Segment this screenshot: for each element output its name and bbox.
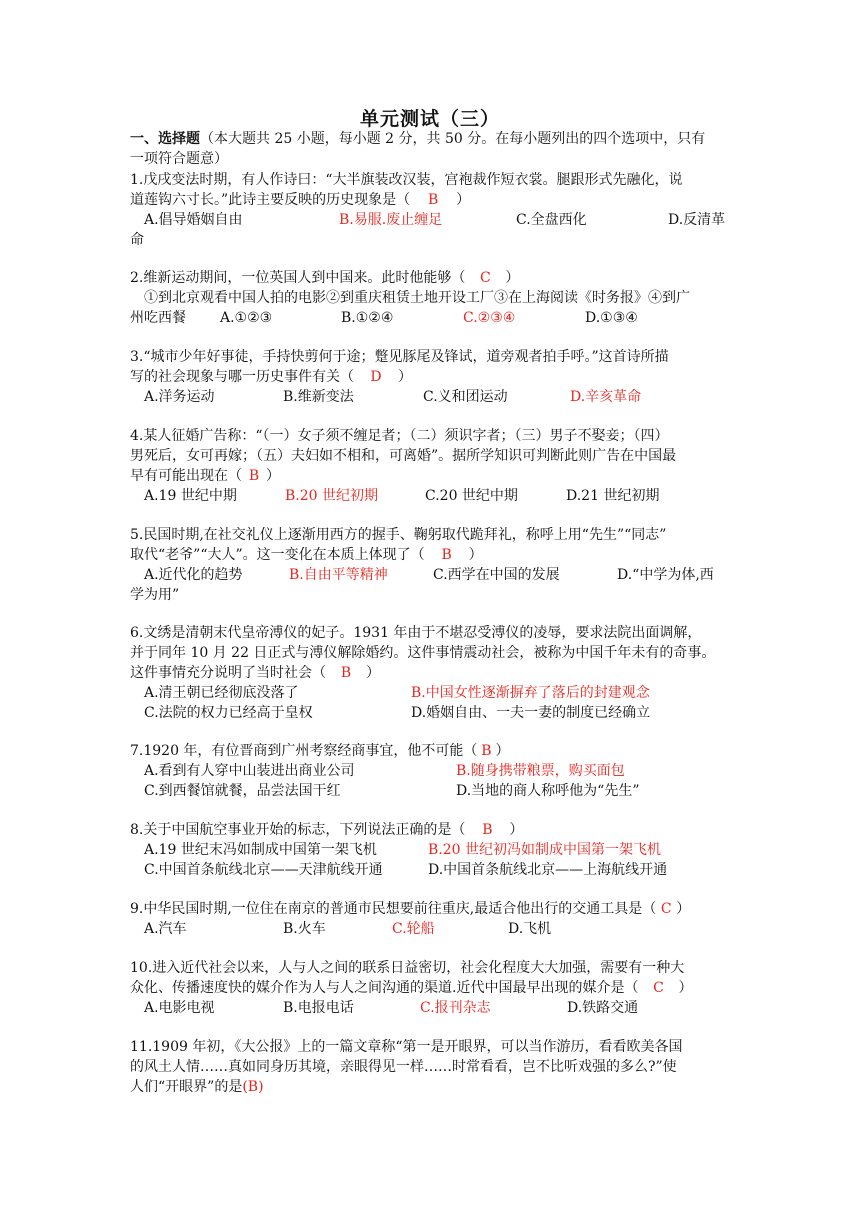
q10-stem-cont: 众化、传播速度快的媒介作为人与人之间沟通的渠道.近代中国最早出现的媒介是（ C ） bbox=[130, 980, 693, 996]
q4-stem-end: 早有可能出现在（ B ） bbox=[130, 468, 280, 484]
q2-stem: 2.维新运动期间，一位英国人到中国来。此时他能够（ C ） bbox=[130, 270, 520, 286]
q10-option-c: C.报刊杂志 bbox=[420, 1000, 491, 1016]
q6-stem-end: 这件事情充分说明了当时社会（ B ） bbox=[130, 665, 380, 681]
q1-answer: B bbox=[428, 192, 439, 208]
q9-answer: C bbox=[660, 901, 672, 917]
q4-stem: 4.某人征婚广告称：“（一）女子须不缠足者；（二）须识字者；（三）男子不娶妾；（四） bbox=[130, 428, 669, 444]
q3-stem-cont: 写的社会现象与哪一历史事件有关（ D ） bbox=[130, 369, 412, 385]
q8-option-b: B.20 世纪初冯如制成中国第一架飞机 bbox=[428, 842, 662, 858]
q1-option-c: C.全盘西化 bbox=[516, 212, 587, 228]
q4-option-d: D.21 世纪初期 bbox=[566, 488, 660, 504]
q10-option-a: A.电影电视 bbox=[144, 1000, 215, 1016]
q8-stem: 8.关于中国航空事业开始的标志，下列说法正确的是（ B ） bbox=[130, 822, 524, 838]
q7-stem: 7.1920 年，有位晋商到广州考察经商事宜，他不可能（ B ） bbox=[130, 743, 510, 759]
q1-stem-cont: 道莲钩六寸长。”此诗主要反映的历史现象是（ B ） bbox=[130, 192, 471, 208]
q9-stem: 9.中华民国时期,一位住在南京的普通市民想要前往重庆,最适合他出行的交通工具是（ C ） bbox=[130, 901, 691, 917]
q5-answer: B bbox=[441, 547, 452, 563]
q4-option-a: A.19 世纪中期 bbox=[144, 488, 237, 504]
q11-stem-cont: 的风土人情……真如同身历其境，亲眼得见一样……时常看看，岂不比听戏强的多么?”使 bbox=[130, 1059, 677, 1075]
q7-option-a: A.看到有人穿中山装进出商业公司 bbox=[144, 763, 355, 779]
q5-option-d-cont: 学为用” bbox=[130, 587, 180, 603]
q9-option-b: B.火车 bbox=[283, 921, 326, 937]
q7-option-c: C.到西餐馆就餐，品尝法国干红 bbox=[144, 783, 341, 799]
q2-option-c: C.②③④ bbox=[463, 310, 516, 326]
page-title: 单元测试（三） bbox=[359, 108, 500, 130]
q9-option-c: C.轮船 bbox=[392, 921, 435, 937]
q9-option-a: A.汽车 bbox=[144, 921, 187, 937]
q5-option-d: D.“中学为体,西 bbox=[617, 567, 714, 583]
q5-stem: 5.民国时期,在社交礼仪上逐渐用西方的握手、鞠躬取代跪拜礼，称呼上用“先生”“同志” bbox=[130, 527, 667, 543]
q10-answer: C bbox=[653, 980, 664, 996]
q10-stem: 10.进入近代社会以来，人与人之间的联系日益密切，社会化程度大大加强，需要有一种大 bbox=[130, 960, 685, 976]
q5-option-a: A.近代化的趋势 bbox=[144, 567, 243, 583]
q7-answer: B bbox=[481, 743, 492, 759]
q11-answer: (B) bbox=[242, 1079, 264, 1095]
q4-option-b: B.20 世纪初期 bbox=[285, 488, 379, 504]
q9-option-d: D.飞机 bbox=[508, 921, 552, 937]
q6-option-c: C.法院的权力已经高于皇权 bbox=[144, 705, 313, 721]
q3-stem: 3.“城市少年好事徒，手持快剪何于途；蹩见豚尾及锋试，道旁观者拍手呼。”这首诗所描 bbox=[130, 349, 669, 365]
section-header bbox=[130, 129, 705, 149]
q2-stem-end: 州吃西餐 bbox=[130, 310, 186, 326]
q10-option-d: D.铁路交通 bbox=[567, 1000, 639, 1016]
q3-answer: D bbox=[370, 369, 382, 385]
q5-option-b: B.自由平等精神 bbox=[289, 567, 388, 583]
q2-option-a: A.①②③ bbox=[220, 310, 273, 326]
q10-option-b: B.电报电话 bbox=[283, 1000, 354, 1016]
q3-option-d: D.辛亥革命 bbox=[570, 389, 642, 405]
section-desc-cont: 一项符合题意） bbox=[130, 151, 228, 167]
q1-stem: 1.戊戌变法时期，有人作诗曰：“大半旗装改汉装，宫袍裁作短衣裳。腿跟形式先融化，说 bbox=[130, 172, 683, 188]
q4-option-c: C.20 世纪中期 bbox=[425, 488, 518, 504]
q1-option-a: A.倡导婚姻自由 bbox=[144, 212, 243, 228]
q8-option-d: D.中国首条航线北京——上海航线开通 bbox=[428, 862, 668, 878]
section-desc: （本大题共 25 小题，每小题 2 分，共 50 分。在每小题列出的四个选项中，只有 bbox=[200, 131, 706, 147]
q2-answer: C bbox=[480, 270, 491, 286]
q6-stem: 6.文绣是清朝末代皇帝溥仪的妃子。1931 年由于不堪忍受溥仪的凌辱，要求法院出面调解， bbox=[130, 625, 702, 641]
q3-option-b: B.维新变法 bbox=[283, 389, 354, 405]
q5-stem-cont: 取代“老爷”“大人”。这一变化在本质上体现了（ B ） bbox=[130, 547, 483, 563]
section-heading: 一、选择题 bbox=[130, 131, 200, 147]
q1-option-b: B.易服.废止缠足 bbox=[339, 212, 443, 228]
q1-option-d-cont: 命 bbox=[130, 232, 144, 248]
q5-option-c: C.西学在中国的发展 bbox=[433, 567, 560, 583]
q8-answer: B bbox=[482, 822, 493, 838]
q7-option-b: B.随身携带粮票，购买面包 bbox=[456, 763, 625, 779]
q6-option-a: A.清王朝已经彻底没落了 bbox=[144, 685, 299, 701]
q8-option-c: C.中国首条航线北京——天津航线开通 bbox=[144, 862, 383, 878]
q2-option-d: D.①③④ bbox=[585, 310, 638, 326]
q8-option-a: A.19 世纪末冯如制成中国第一架飞机 bbox=[144, 842, 377, 858]
q4-stem-cont: 男死后，女可再嫁；（五）夫妇如不相和，可离婚”。据所学知识可判断此则广告在中国最 bbox=[130, 448, 677, 464]
q3-option-c: C.义和团运动 bbox=[423, 389, 508, 405]
q6-option-b: B.中国女性逐渐摒弃了落后的封建观念 bbox=[411, 685, 650, 701]
q4-answer: B bbox=[248, 468, 260, 484]
q2-stem-cont: ①到北京观看中国人拍的电影②到重庆租赁土地开设工厂③在上海阅读《时务报》④到广 bbox=[144, 290, 690, 306]
q6-stem-cont: 并于同年 10 月 22 日正式与溥仪解除婚约。这件事情震动社会，被称为中国千年未有的奇事。 bbox=[130, 645, 716, 661]
q7-option-d: D.当地的商人称呼他为“先生” bbox=[456, 783, 640, 799]
q6-answer: B bbox=[340, 665, 352, 681]
q1-option-d: D.反清革 bbox=[668, 212, 726, 228]
q6-option-d: D.婚姻自由、一夫一妻的制度已经确立 bbox=[411, 705, 651, 721]
q2-option-b: B.①②④ bbox=[341, 310, 394, 326]
q11-stem: 11.1909 年初，《大公报》上的一篇文章称“第一是开眼界，可以当作游历，看看欧美各国 bbox=[130, 1039, 683, 1055]
q3-option-a: A.洋务运动 bbox=[144, 389, 215, 405]
q11-stem-end: 人们“开眼界”的是(B) bbox=[130, 1079, 264, 1095]
